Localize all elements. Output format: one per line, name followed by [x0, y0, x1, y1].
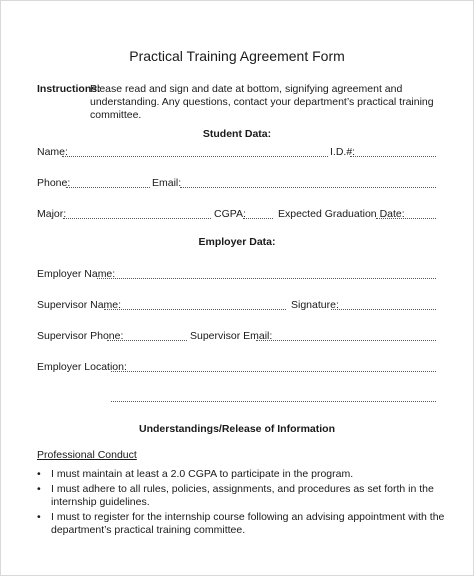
name-field[interactable] — [62, 147, 328, 157]
bullet-icon: • — [37, 511, 41, 523]
list-item: • I must to register for the internship course following an advising appointment with the department’s practical training committee. — [37, 511, 445, 536]
supervisor-email-label: Supervisor Email: — [190, 330, 273, 342]
employer-location-label: Employer Location: — [37, 361, 127, 373]
supervisor-name-label: Supervisor Name: — [37, 299, 122, 311]
name-label: Name: — [37, 146, 68, 158]
understandings-heading: Understandings/Release of Information — [138, 423, 336, 435]
employer-data-heading: Employer Data: — [198, 236, 276, 248]
cgpa-label: CGPA: — [214, 208, 246, 220]
signature-field[interactable] — [331, 300, 436, 310]
supervisor-phone-label: Supervisor Phone: — [37, 330, 124, 342]
professional-conduct-heading: Professional Conduct — [37, 449, 137, 461]
id-field[interactable] — [350, 147, 436, 157]
list-item: • I must adhere to all rules, policies, assignments, and procedures as set forth in the internship guidelines. — [37, 483, 434, 508]
cgpa-field[interactable] — [243, 209, 273, 219]
form-title: Practical Training Agreement Form — [129, 48, 345, 64]
instructions-label: Instructions: — [37, 83, 101, 95]
major-field[interactable] — [63, 209, 211, 219]
conduct-list — [37, 468, 447, 539]
supervisor-email-field[interactable] — [256, 331, 436, 341]
signature-label: Signature: — [291, 299, 339, 311]
employer-location-field-line2[interactable] — [111, 392, 436, 402]
supervisor-phone-field[interactable] — [107, 331, 187, 341]
employer-name-field[interactable] — [97, 269, 436, 279]
bullet-icon: • — [37, 483, 41, 495]
phone-field[interactable] — [66, 178, 150, 188]
graduation-date-label: Expected Graduation Date: — [278, 208, 405, 220]
email-label: Email: — [152, 177, 182, 189]
id-label: I.D.#: — [330, 146, 356, 158]
bullet-icon: • — [37, 468, 41, 480]
student-data-heading: Student Data: — [202, 128, 272, 140]
major-label: Major: — [37, 208, 67, 220]
list-item: • I must maintain at least a 2.0 CGPA to participate in the program. — [37, 468, 354, 480]
instructions-text: Please read and sign and date at bottom, signifying agreement and understanding. Any questions, contact your department’s practical training committee. — [90, 83, 434, 121]
employer-name-label: Employer Name: — [37, 268, 116, 280]
employer-location-field[interactable] — [111, 362, 436, 372]
graduation-date-field[interactable] — [376, 209, 436, 219]
supervisor-name-field[interactable] — [104, 300, 286, 310]
email-field[interactable] — [180, 178, 436, 188]
phone-label: Phone: — [37, 177, 71, 189]
